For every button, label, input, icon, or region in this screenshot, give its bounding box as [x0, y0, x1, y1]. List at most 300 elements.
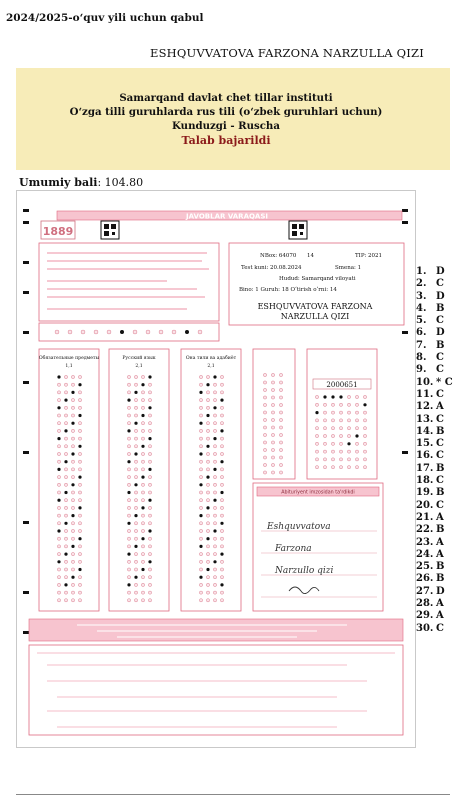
- institute-name: Samarqand davlat chet tillar instituti: [119, 92, 333, 104]
- sheet-title: JAVOBLAR VARAQASI: [185, 212, 269, 221]
- answer-bubble: [199, 460, 202, 463]
- answer-bubble: [57, 483, 60, 486]
- answer-bubble: [148, 599, 151, 602]
- answer-bubble: [148, 591, 151, 594]
- answer-bubble: [78, 576, 81, 579]
- answer-number: 30.: [416, 622, 434, 634]
- answer-bubble: [206, 429, 209, 432]
- col3-sub: 2,1: [207, 364, 215, 369]
- answer-bubble: [199, 437, 202, 440]
- answer-bubble: [339, 395, 342, 398]
- answer-bubble: [134, 583, 137, 586]
- answer-bubble: [148, 476, 151, 479]
- answer-bubble: [323, 403, 326, 406]
- column-frame-2: [109, 349, 169, 611]
- answer-bubble: [134, 568, 137, 571]
- answer-bubble: [220, 460, 223, 463]
- answer-bubble: [206, 468, 209, 471]
- answer-bubble: [263, 426, 266, 429]
- answer-bubble: [279, 456, 282, 459]
- answer-number: 20.: [416, 499, 434, 511]
- answer-bubble: [71, 476, 74, 479]
- answer-bubble: [71, 491, 74, 494]
- answer-bubble: [127, 583, 130, 586]
- answer-bubble: [206, 529, 209, 532]
- seat-line: Bino: 1 Guruh: 18 O‘tirish o‘rni: 14: [239, 287, 337, 293]
- answer-bubble: [220, 445, 223, 448]
- answer-bubble: [206, 422, 209, 425]
- answer-bubble: [78, 460, 81, 463]
- answer-bubble: [64, 383, 67, 386]
- answer-bubble: [206, 576, 209, 579]
- answer-bubble: [127, 522, 130, 525]
- answer-bubble: [199, 560, 202, 563]
- answer-number: 4.: [416, 302, 427, 314]
- answer-bubble: [57, 422, 60, 425]
- answer-number: 28.: [416, 598, 434, 610]
- answer-bubble: [64, 529, 67, 532]
- answer-bubble: [57, 499, 60, 502]
- answer-bubble: [148, 406, 151, 409]
- answer-bubble: [57, 568, 60, 571]
- option-dot: [146, 330, 150, 334]
- option-dot: [185, 330, 189, 334]
- answer-bubble: [199, 522, 202, 525]
- answer-bubble: [347, 466, 350, 469]
- answer-bubble: [57, 445, 60, 448]
- answer-row: [416, 586, 450, 598]
- answer-letter: B: [436, 302, 445, 314]
- answer-letter: C: [436, 364, 444, 376]
- answer-letter: * C: [436, 376, 453, 388]
- answer-bubble: [57, 437, 60, 440]
- answer-bubble: [57, 583, 60, 586]
- answer-bubble: [78, 445, 81, 448]
- answer-bubble: [71, 391, 74, 394]
- answer-bubble: [78, 506, 81, 509]
- answer-bubble: [213, 429, 216, 432]
- answer-bubble: [64, 375, 67, 378]
- answer-bubble: [220, 422, 223, 425]
- answer-letter: A: [436, 610, 444, 622]
- option-dot: [68, 330, 72, 334]
- answer-bubble: [71, 452, 74, 455]
- qr-code-icon: [101, 221, 307, 239]
- answer-bubble: [71, 460, 74, 463]
- answer-bubble: [363, 395, 366, 398]
- answer-bubble: [263, 396, 266, 399]
- answer-bubble: [57, 452, 60, 455]
- answer-bubble: [355, 434, 358, 437]
- handwritten-signature: [289, 587, 319, 594]
- answer-letter: B: [436, 425, 445, 437]
- answer-bubble: [347, 442, 350, 445]
- answer-bubble: [331, 411, 334, 414]
- answer-bubble: [57, 545, 60, 548]
- answer-bubble: [78, 375, 81, 378]
- answer-bubble: [199, 422, 202, 425]
- answer-bubble: [220, 491, 223, 494]
- answer-bubble: [220, 414, 223, 417]
- answer-bubble: [331, 419, 334, 422]
- answer-bubble: [78, 483, 81, 486]
- answer-bubble: [148, 399, 151, 402]
- answer-bubble: [148, 529, 151, 532]
- total-score: Umumiy bali: 104.80: [19, 176, 144, 189]
- answer-letter: C: [436, 352, 444, 364]
- col2-sub: 2,1: [135, 364, 143, 369]
- answer-bubble: [271, 441, 274, 444]
- answer-letter: D: [436, 266, 445, 277]
- answer-bubble: [271, 418, 274, 421]
- answer-bubble: [64, 414, 67, 417]
- answer-bubble: [199, 452, 202, 455]
- answer-bubble: [78, 537, 81, 540]
- answer-bubble: [213, 591, 216, 594]
- answer-bubble: [220, 375, 223, 378]
- answer-bubble: [206, 406, 209, 409]
- answer-row: [416, 623, 450, 635]
- answer-bubble: [148, 452, 151, 455]
- answer-bubble: [71, 429, 74, 432]
- answer-bubble: [323, 419, 326, 422]
- answer-bubble: [206, 399, 209, 402]
- answer-bubble: [213, 375, 216, 378]
- answer-bubble: [347, 458, 350, 461]
- answer-bubble: [339, 458, 342, 461]
- answer-bubble: [323, 434, 326, 437]
- answer-bubble: [127, 576, 130, 579]
- answer-bubble: [141, 545, 144, 548]
- column-frame-3: [181, 349, 241, 611]
- answer-bubble: [127, 560, 130, 563]
- answer-row: [416, 549, 450, 561]
- answer-number: 6.: [416, 327, 427, 339]
- answer-bubble: [199, 375, 202, 378]
- answer-letter: C: [436, 475, 444, 487]
- answer-bubble: [141, 483, 144, 486]
- program-name: O‘zga tilli guruhlarda rus tili (o‘zbek guruhlari uchun): [69, 106, 383, 118]
- answer-row: [416, 303, 450, 315]
- answer-bubble: [148, 429, 151, 432]
- answer-bubble: [199, 406, 202, 409]
- answer-bubble: [355, 442, 358, 445]
- answer-bubble: [279, 381, 282, 384]
- answer-bubble: [141, 553, 144, 556]
- answer-letter: D: [436, 585, 445, 597]
- total-score-label: Umumiy bali: [19, 176, 98, 189]
- answer-bubble: [64, 537, 67, 540]
- answer-bubble: [331, 427, 334, 430]
- answer-bubble: [71, 568, 74, 571]
- answer-bubble: [220, 383, 223, 386]
- answer-bubble: [220, 560, 223, 563]
- answer-bubble: [199, 506, 202, 509]
- answer-row: [416, 512, 450, 524]
- answer-bubble: [141, 437, 144, 440]
- answer-bubble: [323, 395, 326, 398]
- signature-panel: [253, 483, 383, 611]
- answer-bubble: [78, 583, 81, 586]
- answer-bubble: [199, 483, 202, 486]
- answer-bubble: [206, 553, 209, 556]
- answer-bubble: [220, 553, 223, 556]
- sheet-name-line2: NARZULLA QIZI: [280, 312, 350, 321]
- answer-bubble: [263, 381, 266, 384]
- answer-letter: A: [436, 536, 444, 548]
- answer-bubble: [64, 599, 67, 602]
- answer-bubble: [315, 442, 318, 445]
- sheet-name-line1: ESHQUVVATOVA FARZONA: [257, 302, 373, 311]
- answer-bubble: [141, 429, 144, 432]
- answer-bubble: [263, 433, 266, 436]
- answer-bubble: [220, 537, 223, 540]
- answer-bubble: [148, 499, 151, 502]
- answer-bubble: [134, 375, 137, 378]
- answer-row: [416, 352, 450, 364]
- answer-bubble: [78, 545, 81, 548]
- answer-letter: C: [436, 278, 444, 290]
- answer-letter: B: [436, 339, 445, 351]
- answer-number: 3.: [416, 290, 427, 302]
- answer-bubble: [148, 560, 151, 563]
- answer-bubble: [279, 471, 282, 474]
- answer-bubble: [331, 395, 334, 398]
- answer-bubble: [78, 399, 81, 402]
- answer-letter: B: [436, 487, 445, 499]
- answer-key-list: [416, 266, 453, 635]
- answer-bubble: [263, 441, 266, 444]
- answer-number: 12.: [416, 401, 434, 413]
- answer-row: [416, 561, 450, 573]
- answer-bubble: [199, 553, 202, 556]
- answer-bubble: [363, 450, 366, 453]
- answer-number: 14.: [416, 425, 434, 437]
- answer-bubble: [206, 514, 209, 517]
- answer-bubble: [199, 429, 202, 432]
- answer-bubble: [199, 391, 202, 394]
- answer-bubble: [64, 452, 67, 455]
- test-date: Test kuni: 20.08.2024: [241, 265, 302, 271]
- answer-bubble: [141, 583, 144, 586]
- answer-letter: B: [436, 462, 445, 474]
- answer-bubble: [127, 437, 130, 440]
- svg-text:1889: 1889: [42, 225, 74, 238]
- answer-bubble: [323, 411, 326, 414]
- answer-bubble: [148, 576, 151, 579]
- option-dot: [120, 330, 124, 334]
- answer-bubble: [323, 427, 326, 430]
- answer-bubble: [347, 411, 350, 414]
- footer-band: [29, 619, 403, 641]
- answer-bubble: [141, 391, 144, 394]
- option-dot: [55, 330, 59, 334]
- answer-bubble: [263, 388, 266, 391]
- answer-bubble: [71, 399, 74, 402]
- answer-bubble: [213, 514, 216, 517]
- answer-bubble: [71, 591, 74, 594]
- answer-bubble: [134, 391, 137, 394]
- answer-number: 16.: [416, 450, 434, 462]
- answer-bubble: [213, 406, 216, 409]
- answer-bubble: [134, 506, 137, 509]
- answer-bubble: [279, 433, 282, 436]
- answer-bubble: [339, 434, 342, 437]
- shift-line: Smena: 1: [335, 265, 362, 271]
- answer-bubble: [134, 537, 137, 540]
- answer-bubble: [199, 476, 202, 479]
- answer-bubble: [315, 419, 318, 422]
- answer-bubble: [57, 560, 60, 563]
- answer-bubble: [57, 529, 60, 532]
- applicant-full-name: ESHQUVVATOVA FARZONA NARZULLA QIZI: [150, 46, 424, 60]
- answer-bubble: [347, 450, 350, 453]
- answer-bubble: [339, 427, 342, 430]
- answer-bubble: [64, 560, 67, 563]
- answer-bubble: [134, 560, 137, 563]
- answer-row: [416, 463, 450, 475]
- answer-bubble: [134, 414, 137, 417]
- answer-bubble: [64, 429, 67, 432]
- answer-bubble: [78, 414, 81, 417]
- answer-number: 7.: [416, 339, 427, 351]
- answer-number: 19.: [416, 487, 434, 499]
- answer-bubble: [134, 406, 137, 409]
- answer-bubble: [64, 468, 67, 471]
- answer-bubble: [78, 437, 81, 440]
- answer-bubble: [279, 388, 282, 391]
- answer-letter: B: [436, 524, 445, 536]
- answer-number: 17.: [416, 462, 434, 474]
- answer-letter: A: [436, 401, 444, 413]
- answer-bubble: [199, 591, 202, 594]
- answer-bubble: [213, 545, 216, 548]
- answer-bubble: [134, 429, 137, 432]
- answer-bubble: [127, 529, 130, 532]
- bottom-divider: [16, 794, 450, 795]
- answer-row: [416, 537, 450, 549]
- answer-bubble: [127, 545, 130, 548]
- answer-bubble: [134, 483, 137, 486]
- answer-row: [416, 524, 450, 536]
- answer-bubble: [71, 422, 74, 425]
- answer-number: 2.: [416, 278, 427, 290]
- answer-row: [416, 376, 453, 389]
- answer-row: [416, 340, 450, 352]
- answer-bubble: [271, 426, 274, 429]
- answer-bubble: [141, 414, 144, 417]
- answer-bubble: [148, 583, 151, 586]
- answer-bubble: [220, 399, 223, 402]
- answer-letter: B: [436, 561, 445, 573]
- answer-bubble: [206, 545, 209, 548]
- option-dot: [107, 330, 111, 334]
- answer-bubble: [57, 468, 60, 471]
- answer-number: 24.: [416, 548, 434, 560]
- answer-bubble: [206, 445, 209, 448]
- answer-bubble: [64, 391, 67, 394]
- answer-bubble: [64, 437, 67, 440]
- answer-bubble: [339, 442, 342, 445]
- answer-letter: C: [436, 450, 444, 462]
- answer-bubble: [57, 522, 60, 525]
- answer-bubble: [71, 576, 74, 579]
- answer-bubble: [141, 529, 144, 532]
- answer-bubble: [141, 576, 144, 579]
- answer-bubble: [148, 537, 151, 540]
- answer-bubble: [71, 506, 74, 509]
- logo-icon: [41, 221, 75, 239]
- answer-bubble: [279, 418, 282, 421]
- answer-bubble: [71, 599, 74, 602]
- answer-bubble: [213, 599, 216, 602]
- answer-bubble: [134, 460, 137, 463]
- answer-bubble: [213, 499, 216, 502]
- answer-bubble: [78, 522, 81, 525]
- answer-bubble: [71, 406, 74, 409]
- answer-bubble: [141, 591, 144, 594]
- answer-letter: A: [436, 548, 444, 560]
- answer-bubble: [64, 445, 67, 448]
- answer-letter: C: [436, 622, 444, 634]
- answer-bubble: [57, 576, 60, 579]
- answer-number: 25.: [416, 561, 434, 573]
- answer-bubble: [279, 373, 282, 376]
- answer-bubble: [206, 499, 209, 502]
- answer-bubble: [64, 499, 67, 502]
- answer-bubble: [220, 529, 223, 532]
- answer-bubble: [363, 419, 366, 422]
- answer-bubble: [315, 434, 318, 437]
- answer-bubble: [323, 442, 326, 445]
- answer-bubble: [127, 429, 130, 432]
- answer-bubble: [213, 522, 216, 525]
- answer-bubble: [213, 414, 216, 417]
- answer-number: 26.: [416, 573, 434, 585]
- answer-bubble: [355, 427, 358, 430]
- answer-bubble: [57, 476, 60, 479]
- answer-bubble: [213, 576, 216, 579]
- answer-number: 9.: [416, 364, 427, 376]
- answer-number: 5.: [416, 315, 427, 327]
- answer-bubble: [199, 383, 202, 386]
- answer-bubble: [141, 499, 144, 502]
- answer-bubble: [78, 422, 81, 425]
- answer-bubble: [78, 429, 81, 432]
- answer-bubble: [127, 506, 130, 509]
- answer-bubble: [199, 545, 202, 548]
- answer-bubble: [206, 391, 209, 394]
- answer-bubble: [331, 403, 334, 406]
- answer-bubble: [363, 466, 366, 469]
- answer-row: [416, 475, 450, 487]
- answer-bubble: [220, 468, 223, 471]
- answer-bubble: [315, 395, 318, 398]
- answer-bubble: [141, 460, 144, 463]
- answer-bubble: [127, 445, 130, 448]
- answer-bubble: [78, 568, 81, 571]
- answer-bubble: [57, 591, 60, 594]
- answer-number: 27.: [416, 585, 434, 597]
- answer-bubble: [64, 476, 67, 479]
- answer-bubble: [206, 522, 209, 525]
- answer-bubble: [148, 383, 151, 386]
- answer-bubble: [141, 422, 144, 425]
- answer-bubble: [141, 599, 144, 602]
- answer-bubble: [199, 468, 202, 471]
- answer-bubble: [57, 491, 60, 494]
- answer-bubble: [78, 499, 81, 502]
